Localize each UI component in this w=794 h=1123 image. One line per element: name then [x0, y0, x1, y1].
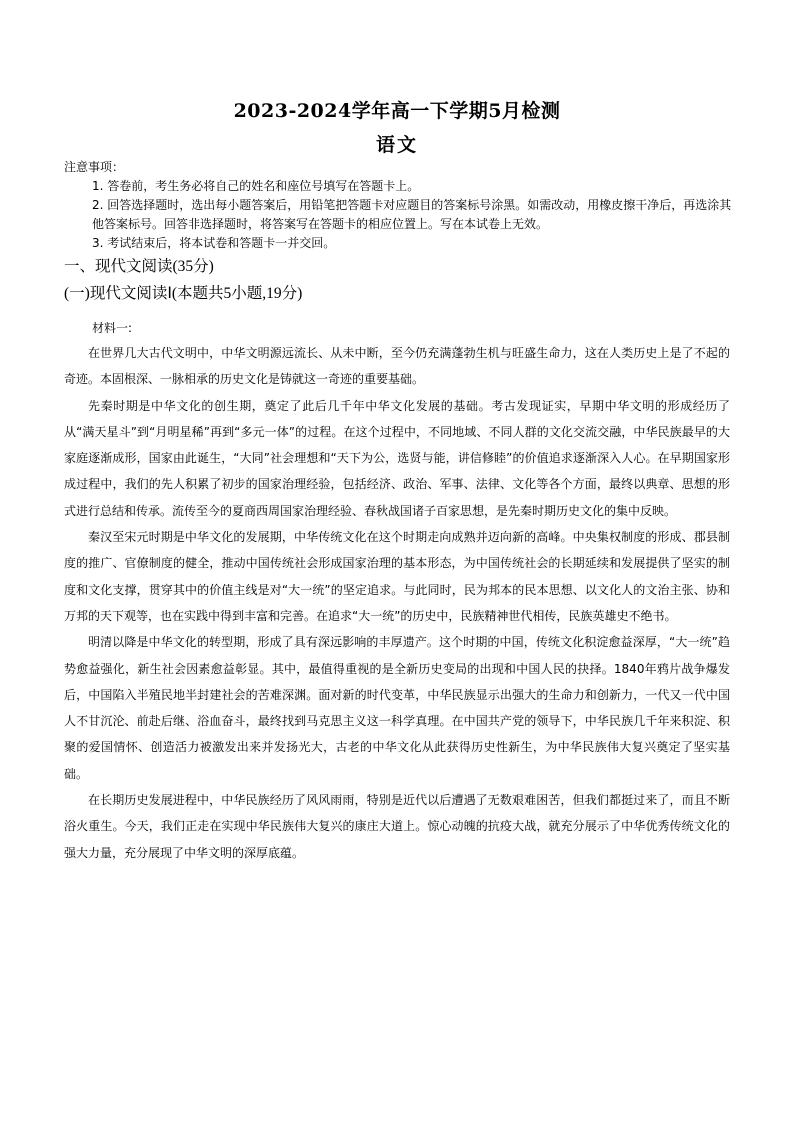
material-body — [64, 340, 730, 866]
paragraph-3: 秦汉至宋元时期是中华文化的发展期，中华传统文化在这个时期走向成熟并迈向新的高峰。中央集权制度的形成、郡县制度的推广、官僚制度的健全，推动中国传统社会形成国家治理的基本形态，为中国传统社会的长期延续和发展提供了坚实的制度和文化支撑，贯穿其中的价值主线是对“大一统”的坚定追求。与此同时，民为邦本的民本思想、以文化人的文治主张、协和万邦的天下观等，也在实践中得到丰富和完善。在追求“大一统”的历史中，民族精神世代相传，民族英雄史不绝书。 — [64, 530, 730, 623]
section-title: 一、现代文阅读(35分) — [64, 258, 214, 275]
paragraph-5: 在长期历史发展进程中，中华民族经历了风风雨雨，特别是近代以后遭遇了无数艰难困苦，但我们都挺过来了，而且不断浴火重生。今天，我们正走在实现中华民族伟大复兴的康庄大道上。惊心动魄的抗疫大战，就充分展示了中华优秀传统文化的强大力量，充分展现了中华文明的深厚底蕴。 — [64, 793, 730, 860]
notes-item-3: 3. 考试结束后，将本试卷和答题卡一并交回。 — [92, 236, 336, 250]
material-label: 材料一: — [92, 321, 133, 335]
paragraph-4: 明清以降是中华文化的转型期，形成了具有深远影响的丰厚遗产。这个时期的中国，传统文化积淀愈益深厚，“大一统”趋势愈益强化，新生社会因素愈益彰显。其中，最值得重视的是全新历史变局的出现和中国人民的抉择。1840年鸦片战争爆发后，中国陷入半殖民地半封建社会的苦难深渊。面对新的时代变革，中华民族显示出强大的生命力和创新力，一代又一代中国人不甘沉沦、前赴后继、浴血奋斗，最终找到马克思主义这一科学真理。在中国共产党的领导下，中华民族几千年来积淀、积聚的爱国情怀、创造活力被激发出来并发扬光大，古老的中华文化从此获得历史性新生，为中华民族伟大复兴奠定了坚实基础。 — [64, 635, 730, 781]
exam-title: 2023-2024学年高一下学期5月检测 — [233, 100, 561, 122]
notes-block — [64, 158, 734, 250]
paragraph-1: 在世界几大古代文明中，中华文明源远流长、从未中断，至今仍充满蓬勃生机与旺盛生命力，这在人类历史上是了不起的奇迹。本固根深、一脉相承的历史文化是铸就这一奇迹的重要基础。 — [64, 346, 730, 387]
notes-heading: 注意事项： — [64, 160, 125, 174]
subject-title: 语文 — [375, 134, 418, 156]
paragraph-2: 先秦时期是中华文化的创生期，奠定了此后几千年中华文化发展的基础。考古发现证实，早期中华文明的形成经历了从“满天星斗”到“月明星稀”再到“多元一体”的过程。在这个过程中，不同地域、不同人群的文化交流交融，中华民族最早的大家庭逐渐成形，国家由此诞生，“大同”社会理想和“天下为公，选贤与能，讲信修睦”的价值追求逐渐深入人心。在早期国家形成过程中，我们的先人积累了初步的国家治理经验，包括经济、政治、军事、法律、文化等各个方面，最终以典章、思想的形式进行总结和传承。流传至今的夏商西周国家治理经验、春秋战国诸子百家思想，是先秦时期历史文化的集中反映。 — [64, 398, 730, 518]
notes-item-1: 1. 答卷前，考生务必将自己的姓名和座位号填写在答题卡上。 — [92, 179, 420, 193]
section-subtitle: (一)现代文阅读Ⅰ(本题共5小题,19分) — [64, 285, 303, 302]
notes-item-2: 2. 回答选择题时，选出每小题答案后，用铅笔把答题卡对应题目的答案标号涂黑。如需改动，用橡皮擦干净后，再选涂其他答案标号。回答非选择题时，将答案写在答题卡的相应位置上。写在本试卷上无效。 — [92, 198, 732, 231]
